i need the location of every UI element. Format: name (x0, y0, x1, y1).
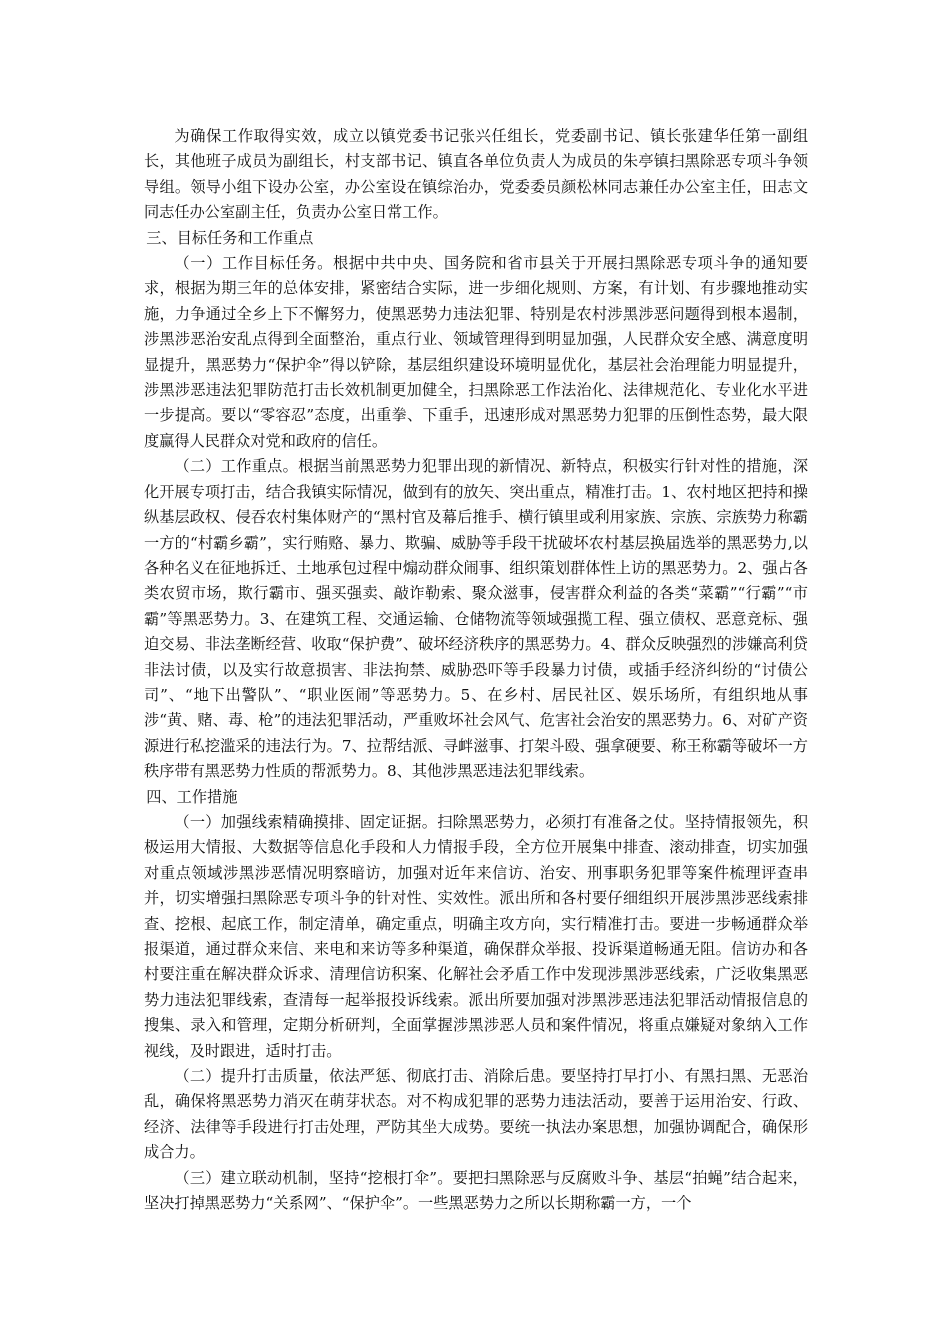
paragraph-measure-quality: （二）提升打击质量，依法严惩、彻底打击、消除后患。要坚持打早打小、有黑扫黑、无恶治乱，确保将黑恶势力消灭在萌芽状态。对不构成犯罪的恶势力违法活动，要善于运用治安、行政、经济、法律等手段进行打击处理，严防其坐大成势。要统一执法办案思想，加强协调配合，确保形成合力。 (144, 1067, 808, 1162)
paragraph-work-focus: （二）工作重点。根据当前黑恶势力犯罪出现的新情况、新特点，积极实行针对性的措施，深化开展专项打击，结合我镇实际情况，做到有的放矢、突出重点，精准打击。1、农村地区把持和操纵基层政权、侵吞农村集体财产的“黑村官及幕后推手、横行镇里或利用家族、宗族、宗族势力称霸一方的“村霸乡霸”，实行贿赂、暴力、欺骗、威胁等手段干扰破坏农村基层换届选举的黑恶势力,以各种名义在征地拆迁、土地承包过程中煽动群众闹事、组织策划群体性上访的黑恶势力。2、强占各类农贸市场，欺行霸市、强买强卖、敲诈勒索、聚众滋事，侵害群众利益的各类“菜霸”“行霸”“市霸”等黑恶势力。3、在建筑工程、交通运输、仓储物流等领域强揽工程、强立债权、恶意竞标、强迫交易、非法垄断经营、收取“保护费”、破坏经济秩序的黑恶势力。4、群众反映强烈的涉嫌高利贷非法讨债，以及实行故意损害、非法拘禁、威胁恐吓等手段暴力讨债，或插手经济纠纷的“讨债公司”、“地下出警队”、“职业医闹”等恶势力。5、在乡村、居民社区、娱乐场所，有组织地从事涉“黄、赌、毒、枪”的违法犯罪活动，严重败坏社会风气、危害社会治安的黑恶势力。6、对矿产资源进行私挖滥采的违法行为。7、拉帮结派、寻衅滋事、打架斗殴、强拿硬要、称王称霸等破坏一方秩序带有黑恶势力性质的帮派势力。8、其他涉黑恶违法犯罪线索。 (144, 457, 808, 781)
paragraph-work-goals: （一）工作目标任务。根据中共中央、国务院和省市县关于开展扫黑除恶专项斗争的通知要求，根据为期三年的总体安排，紧密结合实际，进一步细化规则、方案，有计划、有步骤地推动实施，力争通过全乡上下不懈努力，使黑恶势力违法犯罪、特别是农村涉黑涉恶问题得到根本遏制，涉黑涉恶治安乱点得到全面整治，重点行业、领域管理得到明显加强，人民群众安全感、满意度明显提升，黑恶势力“保护伞”得以铲除，基层组织建设环境明显优化，基层社会治理能力明显提升，涉黑涉恶违法犯罪防范打击长效机制更加健全，扫黑除恶工作法治化、法律规范化、专业化水平进一步提高。要以“零容忍”态度，出重拳、下重手，迅速形成对黑恶势力犯罪的压倒性态势，最大限度赢得人民群众对党和政府的信任。 (144, 254, 808, 450)
document-page (144, 124, 808, 1216)
paragraph-leading-group: 为确保工作取得实效，成立以镇党委书记张兴任组长，党委副书记、镇长张建华任第一副组长，其他班子成员为副组长，村支部书记、镇直各单位负责人为成员的朱亭镇扫黑除恶专项斗争领导组。领导小组下设办公室，办公室设在镇综治办，党委委员颜松林同志兼任办公室主任，田志文同志任办公室副主任，负责办公室日常工作。 (144, 127, 808, 222)
paragraph-measure-linkage: （三）建立联动机制，坚持“挖根打伞”。要把扫黑除恶与反腐败斗争、基层“拍蝇”结合起来，坚决打掉黑恶势力“关系网”、“保护伞”。一些黑恶势力之所以长期称霸一方，一个 (144, 1168, 808, 1213)
section-heading-measures: 四、工作措施 (146, 787, 238, 806)
paragraph-measure-clues: （一）加强线索精确摸排、固定证据。扫除黑恶势力，必须打有准备之仗。坚持情报领先，积极运用大情报、大数据等信息化手段和人力情报手段，全方位开展集中排查、滚动排查，切实加强对重点领域涉黑涉恶情况明察暗访，加强对近年来信访、治安、刑事职务犯罪等案件梳理评查串并，切实增强扫黑除恶专项斗争的针对性、实效性。派出所和各村要仔细组织开展涉黑涉恶线索排查、挖根、起底工作，制定清单，确定重点，明确主攻方向，实行精准打击。要进一步畅通群众举报渠道，通过群众来信、来电和来访等多种渠道，确保群众举报、投诉渠道畅通无阻。信访办和各村要注重在解决群众诉求、清理信访积案、化解社会矛盾工作中发现涉黑涉恶线索，广泛收集黑恶势力违法犯罪线索，查清每一起举报投诉线索。派出所要加强对涉黑涉恶违法犯罪活动情报信息的搜集、录入和管理，定期分析研判，全面掌握涉黑涉恶人员和案件情况，将重点嫌疑对象纳入工作视线，及时跟进，适时打击。 (144, 812, 808, 1060)
section-heading-goals: 三、目标任务和工作重点 (146, 228, 314, 247)
